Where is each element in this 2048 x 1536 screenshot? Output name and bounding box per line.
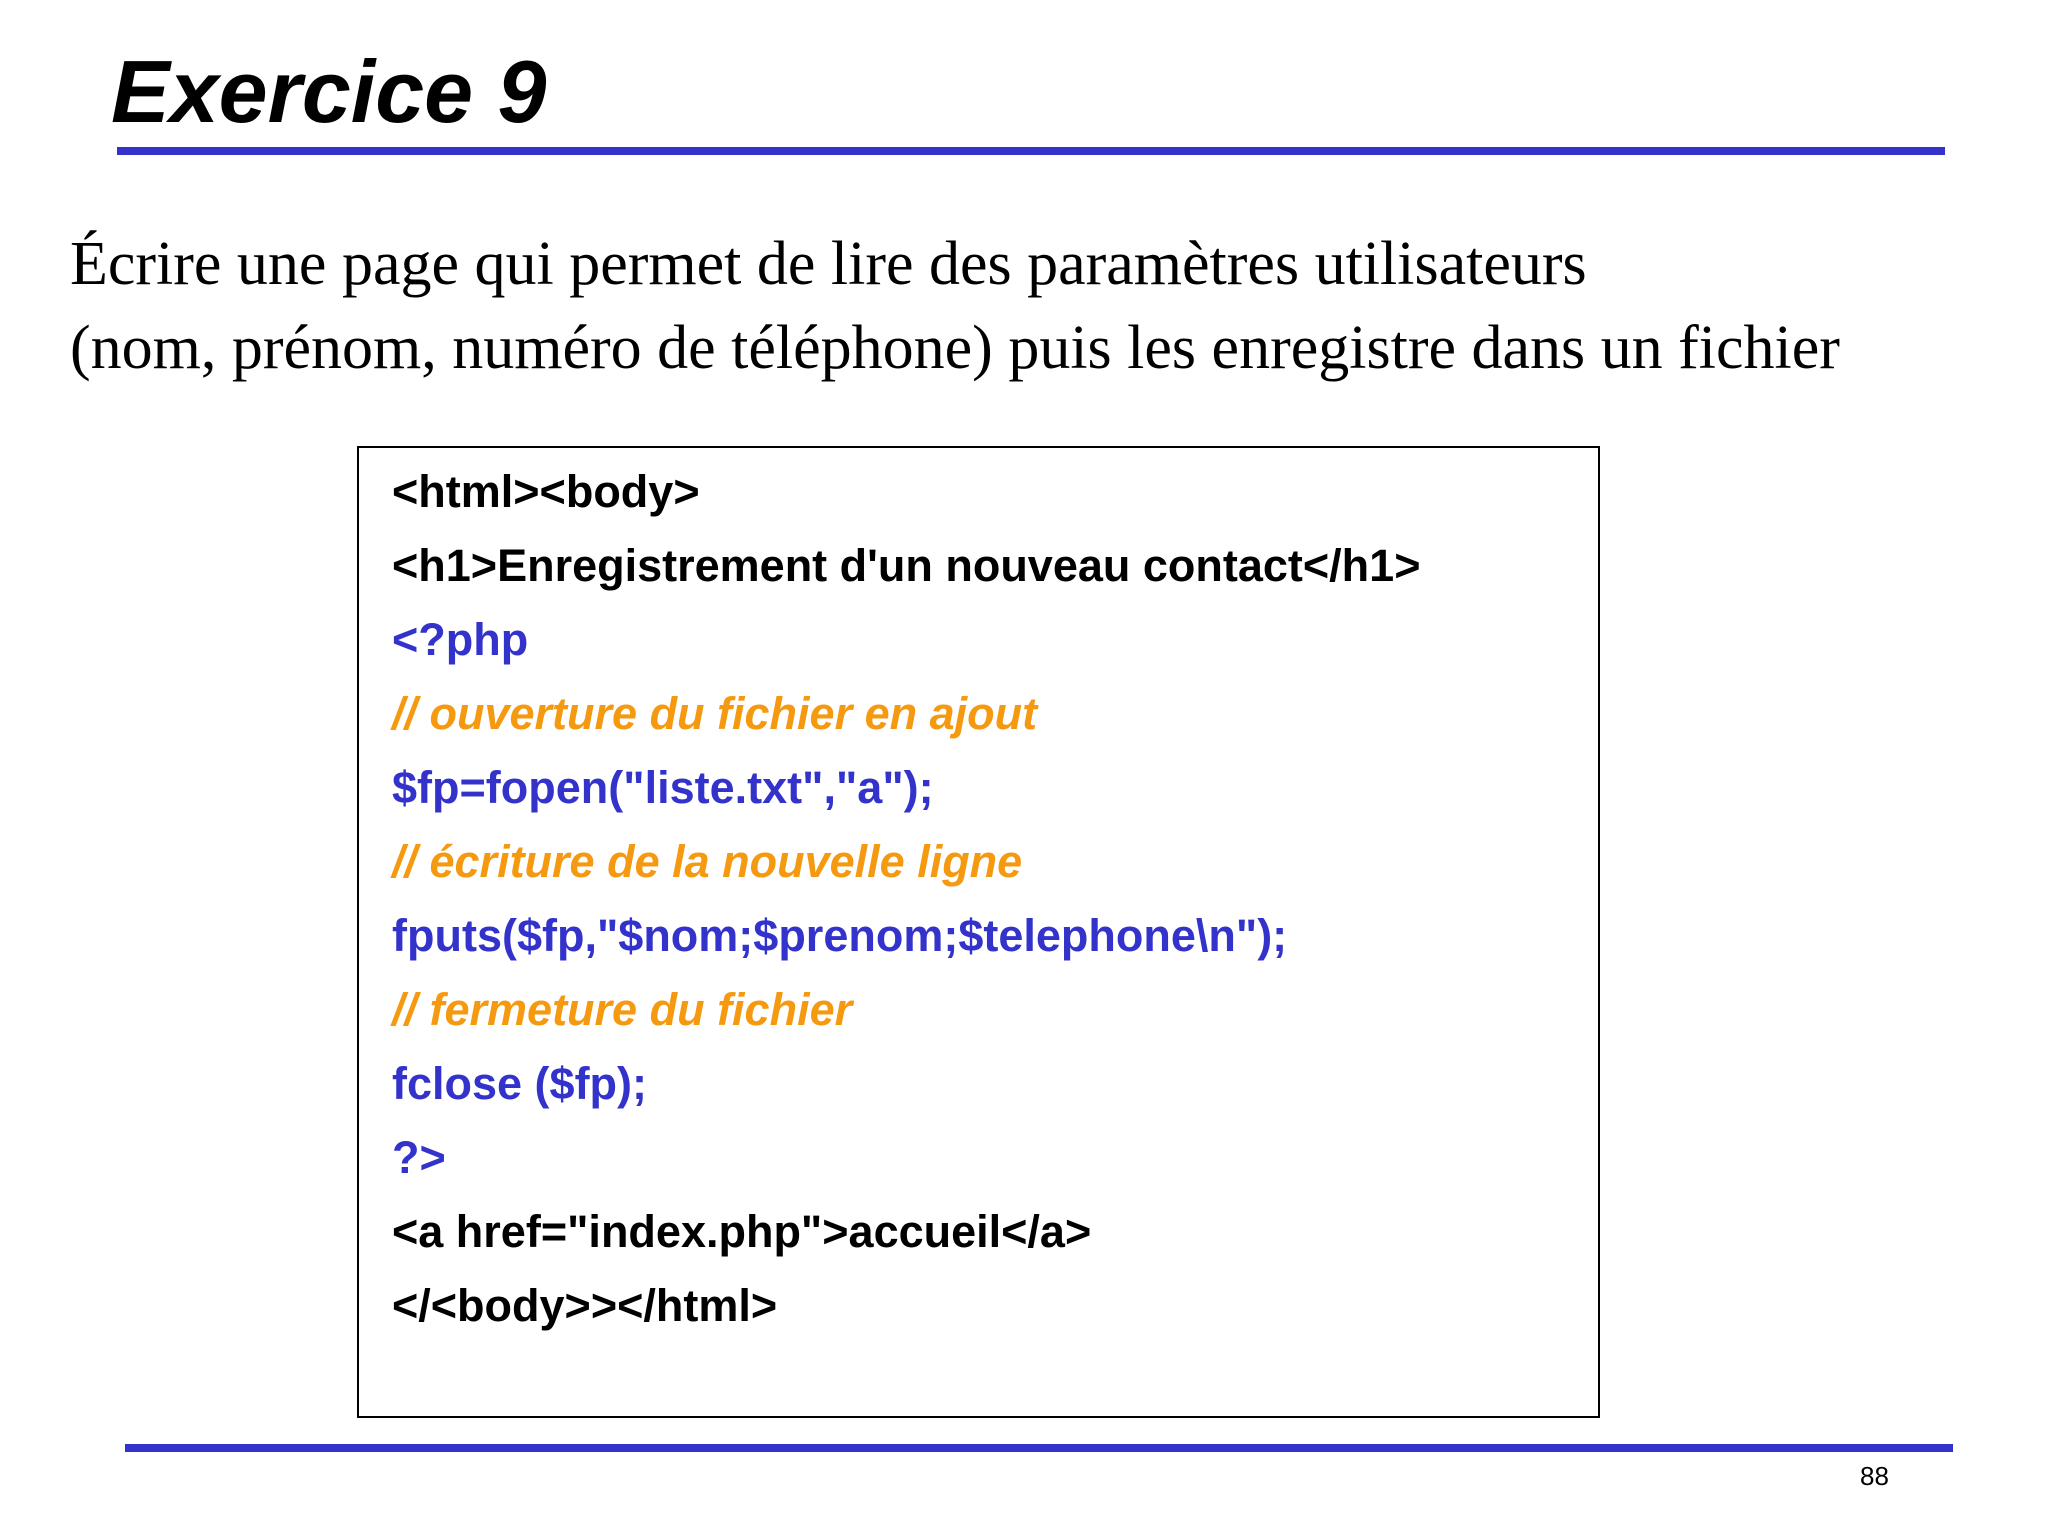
code-line: <html><body>: [392, 466, 700, 517]
code-line: <?php: [392, 614, 529, 665]
code-comment-line: // ouverture du fichier en ajout: [392, 688, 1038, 739]
footer-rule: [125, 1444, 1953, 1452]
exercise-statement: [70, 222, 2040, 390]
title-underline-rule: [117, 147, 1945, 155]
statement-line: Écrire une page qui permet de lire des paramètres utilisateurs: [70, 230, 1587, 298]
code-line: fputs($fp,"$nom;$prenom;$telephone\n");: [392, 910, 1288, 961]
code-line: $fp=fopen("liste.txt","a");: [392, 762, 934, 813]
slide-title: Exercice 9: [111, 42, 547, 141]
statement-line: (nom, prénom, numéro de téléphone) puis les enregistre dans un fichier: [70, 314, 1840, 382]
code-line: </<body>></html>: [392, 1280, 778, 1331]
code-line: <a href="index.php">accueil</a>: [392, 1206, 1092, 1257]
code-comment-line: // écriture de la nouvelle ligne: [392, 836, 1023, 887]
page-number: 88: [1860, 1461, 1889, 1491]
code-line: ?>: [392, 1132, 446, 1183]
code-line: fclose ($fp);: [392, 1058, 648, 1109]
code-comment-line: // fermeture du fichier: [392, 984, 853, 1035]
code-listing: [392, 455, 1592, 1343]
code-line: <h1>Enregistrement d'un nouveau contact</h1>: [392, 540, 1421, 591]
